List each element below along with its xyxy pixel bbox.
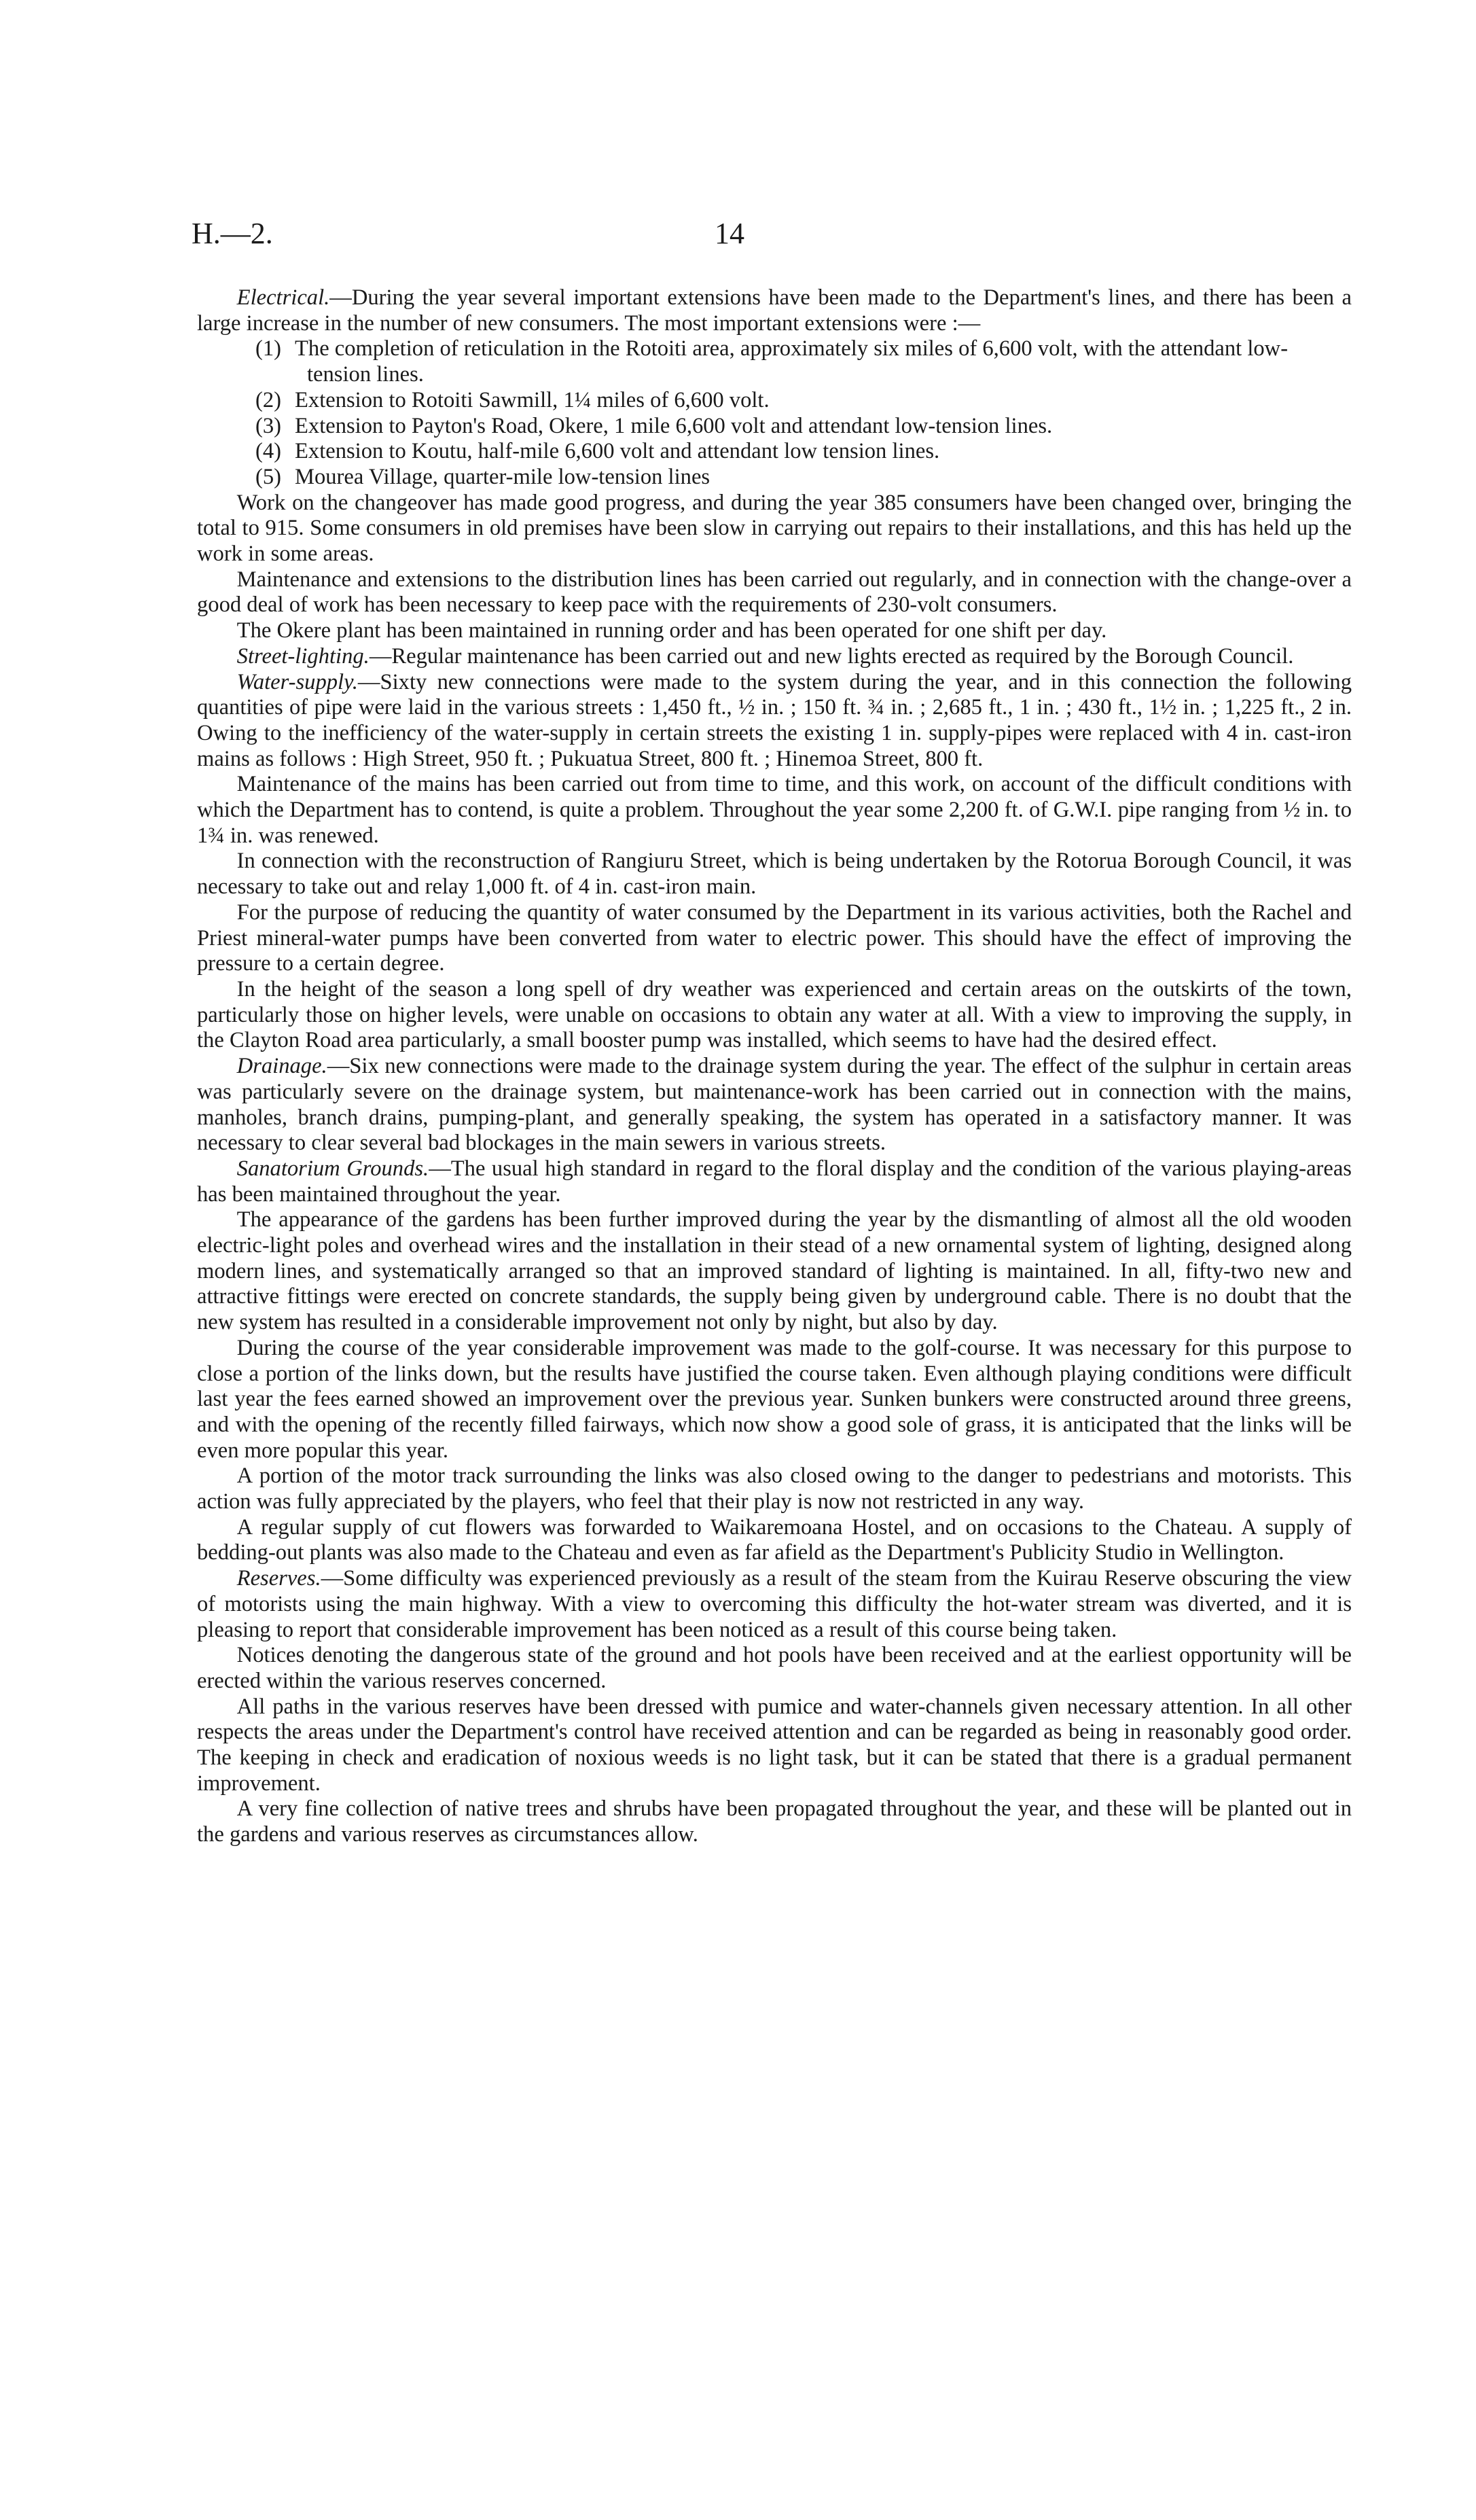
- reserves-paragraph: [197, 1566, 1352, 1643]
- section-heading-reserves: Reserves.: [236, 1566, 321, 1591]
- section-heading-sanatorium-grounds: Sanatorium Grounds.: [236, 1156, 429, 1181]
- list-number: (5): [255, 464, 281, 489]
- section-heading-drainage: Drainage.: [236, 1054, 327, 1079]
- water-supply-paragraph: [197, 670, 1352, 773]
- drainage-text: —Six new connections were made to the drainage system during the year. The effect of the sulphur in certain areas was particularly severe on the drainage system, but maintenance-work has been carried out in connection with the mains, manholes, branch drains, pumping-plant, and generally speaking, the system has operated in a satisfactory manner. It was necessary to clear several bad blockages in the main sewers in various streets.: [197, 1054, 1352, 1156]
- list-item: [255, 388, 1352, 414]
- paragraph: In connection with the reconstruction of Rangiuru Street, which is being undertaken by the Rotorua Borough Council, it was necessary to take out and relay 1,000 ft. of 4 in. cast-iron main.: [197, 849, 1352, 900]
- list-number: (2): [255, 387, 281, 412]
- sanatorium-text: —The usual high standard in regard to the floral display and the condition of the various playing-areas has been maintained throughout the year.: [197, 1156, 1352, 1207]
- list-text: The completion of reticulation in the Rotoiti area, approximately six miles of 6,600 volt, with the attendant low-tension lines.: [295, 336, 1289, 387]
- paragraph: For the purpose of reducing the quantity of water consumed by the Department in its various activities, both the Rachel and Priest mineral-water pumps have been converted from water to electric power. This should have the effect of improving the pressure to a certain degree.: [197, 900, 1352, 976]
- electrical-intro-text: —During the year several important extensions have been made to the Department's lines, and there has been a large increase in the number of new consumers. The most important extensions were :—: [197, 285, 1352, 336]
- paragraph: A regular supply of cut flowers was forwarded to Waikaremoana Hostel, and on occasions to the Chateau. A supply of bedding-out plants was also made to the Chateau and even as far afield as the Department's Publicity Studio in Wellington.: [197, 1514, 1352, 1565]
- paragraph: Notices denoting the dangerous state of the ground and hot pools have been received and at the earliest opportunity will be erected within the various reserves concerned.: [197, 1643, 1352, 1693]
- list-item: [255, 465, 1352, 491]
- paragraph: The Okere plant has been maintained in running order and has been operated for one shift per day.: [236, 618, 1107, 643]
- list-text: Extension to Payton's Road, Okere, 1 mile 6,600 volt and attendant low-tension lines.: [295, 413, 1053, 438]
- street-lighting-text: —Regular maintenance has been carried out and new lights erected as required by the Borough Council.: [369, 643, 1294, 669]
- list-item: [255, 439, 1352, 465]
- list-number: (1): [255, 336, 281, 361]
- water-supply-text: —Sixty new connections were made to the system during the year, and in this connection the following quantities of pipe were laid in the various streets : 1,450 ft., ½ in. ; 150 ft. ¾ in. ; 2,685 ft., 1 in. ; 430 ft., 1½ in. ; 1,225 ft., 2 in. Owing to the inefficiency of the water-supply in certain streets the existing 1 in. supply-pipes were replaced with 4 in. cast-iron mains as follows : High Street, 950 ft. ; Pukuatua Street, 800 ft. ; Hinemoa Street, 800 ft.: [197, 669, 1352, 771]
- sanatorium-paragraph: [197, 1156, 1352, 1207]
- reserves-text: —Some difficulty was experienced previously as a result of the steam from the Kuirau Reserve obscuring the view of motorists using the main highway. With a view to overcoming this difficulty the hot-water stream was diverted, and it is pleasing to report that considerable improvement has been noticed as a result of this course being taken.: [197, 1566, 1352, 1642]
- list-text: Extension to Koutu, half-mile 6,600 volt and attendant low tension lines.: [295, 439, 940, 464]
- section-heading-water-supply: Water-supply.: [236, 669, 358, 694]
- list-number: (3): [255, 413, 281, 438]
- electrical-intro: [197, 285, 1352, 336]
- paragraph: The appearance of the gardens has been further improved during the year by the dismantling of almost all the old wooden electric-light poles and overhead wires and the installation in their stead of a new ornamental system of lighting, designed along modern lines, and systematically arranged so that an improved standard of lighting is maintained. In all, fifty-two new and attractive fittings were erected on concrete standards, the supply being given by underground cable. There is no doubt that the new system has resulted in a considerable improvement not only by night, but also by day.: [197, 1207, 1352, 1335]
- list-item: [255, 336, 1352, 387]
- paragraph: A very fine collection of native trees and shrubs have been propagated throughout the year, and these will be planted out in the gardens and various reserves as circumstances allow.: [197, 1796, 1352, 1847]
- section-heading-street-lighting: Street-lighting.: [236, 643, 370, 669]
- page-number: 14: [715, 217, 744, 250]
- document-reference: H.—2.: [192, 217, 273, 250]
- paragraph: Work on the changeover has made good progress, and during the year 385 consumers have been changed over, bringing the total to 915. Some consumers in old premises have been slow in carrying out repairs to their installations, and this has held up the work in some areas.: [197, 490, 1352, 567]
- section-heading-electrical: Electrical.: [236, 285, 330, 310]
- paragraph: Maintenance of the mains has been carried out from time to time, and this work, on account of the difficult conditions with which the Department has to contend, is quite a problem. Throughout the year some 2,200 ft. of G.W.I. pipe ranging from ½ in. to 1¾ in. was renewed.: [197, 772, 1352, 848]
- drainage-paragraph: [197, 1054, 1352, 1156]
- paragraph: A portion of the motor track surrounding the links was also closed owing to the danger to pedestrians and motorists. This action was fully appreciated by the players, who feel that their play is now not restricted in any way.: [197, 1463, 1352, 1514]
- extensions-list: [197, 336, 1352, 490]
- list-item: [255, 414, 1352, 440]
- paragraph: During the course of the year considerable improvement was made to the golf-course. It was necessary for this purpose to close a portion of the links down, but the results have justified the course taken. Even although playing conditions were difficult last year the fees earned showed an improvement over the previous year. Sunken bunkers were constructed around three greens, and with the opening of the recently filled fairways, which now show a good sole of grass, it is anticipated that the links will be even more popular this year.: [197, 1335, 1352, 1463]
- page-header: [192, 216, 1346, 257]
- report-body: [197, 285, 1352, 1848]
- list-number: (4): [255, 439, 281, 464]
- paragraph: All paths in the various reserves have been dressed with pumice and water-channels given necessary attention. In all other respects the areas under the Department's control have received attention and can be regarded as being in reasonably good order. The keeping in check and eradication of noxious weeds is no light task, but it can be stated that there is a gradual permanent improvement.: [197, 1694, 1352, 1796]
- street-lighting-paragraph: [197, 644, 1352, 670]
- list-text: Extension to Rotoiti Sawmill, 1¼ miles of 6,600 volt.: [295, 387, 770, 412]
- paragraph: Maintenance and extensions to the distribution lines has been carried out regularly, and in connection with the change-over a good deal of work has been necessary to keep pace with the requirements of 230-volt consumers.: [197, 567, 1352, 618]
- paragraph: In the height of the season a long spell of dry weather was experienced and certain areas on the outskirts of the town, particularly those on higher levels, were unable on occasions to obtain any water at all. With a view to improving the supply, in the Clayton Road area particularly, a small booster pump was installed, which seems to have had the desired effect.: [197, 976, 1352, 1053]
- list-text: Mourea Village, quarter-mile low-tension lines: [295, 464, 710, 489]
